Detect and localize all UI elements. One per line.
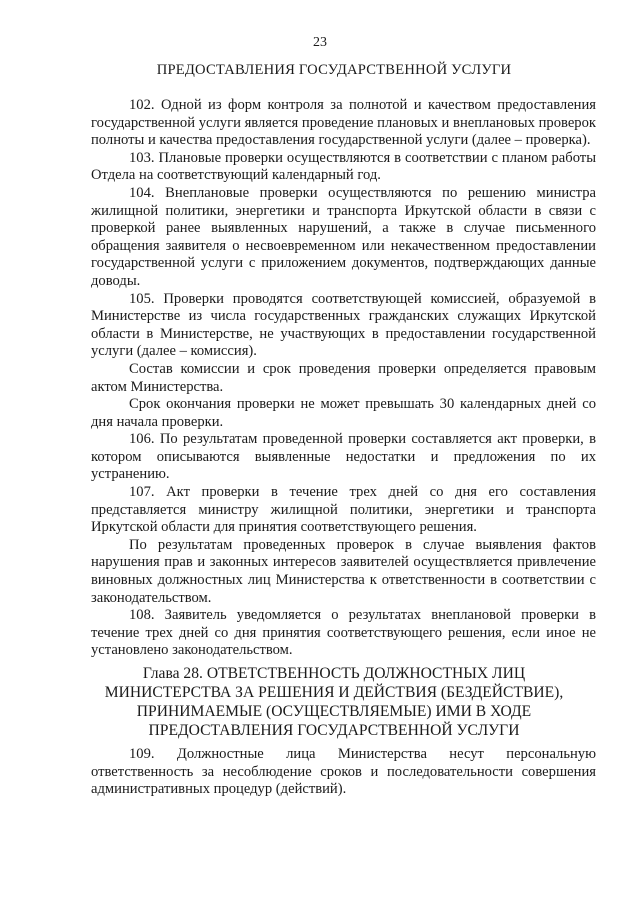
paragraph-103: 103. Плановые проверки осуществляются в соответствии с планом работы Отдела на соответствующий календарный год. [91, 149, 596, 184]
paragraph-inspection-results: По результатам проведенных проверок в случае выявления фактов нарушения прав и законных интересов заявителей осуществляется привлечение виновных должностных лиц Министерства к ответственности в соответствии с законодательством. [91, 536, 596, 606]
section-heading: ПРЕДОСТАВЛЕНИЯ ГОСУДАРСТВЕННОЙ УСЛУГИ [156, 62, 512, 78]
chapter-heading-line-2: МИНИСТЕРСТВА ЗА РЕШЕНИЯ И ДЕЙСТВИЯ (БЕЗДЕЙСТВИЕ), [104, 684, 564, 701]
paragraph-108: 108. Заявитель уведомляется о результатах внеплановой проверки в течение трех дней со дня принятия соответствующего решения, если иное не установлено законодательством. [91, 607, 596, 659]
chapter-heading-line-3: ПРИНИМАЕМЫЕ (ОСУЩЕСТВЛЯЕМЫЕ) ИМИ В ХОДЕ [136, 703, 532, 720]
paragraph-106: 106. По результатам проведенной проверки составляется акт проверки, в котором описываются выявленные недостатки и предложения по их устранению. [91, 431, 596, 483]
paragraph-109: 109. Должностные лица Министерства несут персональную ответственность за несоблюдение сроков и последовательности совершения административных процедур (действий). [91, 746, 596, 798]
paragraph-104: 104. Внеплановые проверки осуществляются по решению министра жилищной политики, энергетики и транспорта Иркутской области в связи с проверкой ранее выявленных нарушений, а также в случае письменного обращения заявителя о несвоевременном или некачественном предоставлении государственной услуги с приложением документов, подтверждающих данные доводы. [91, 184, 596, 289]
paragraph-107: 107. Акт проверки в течение трех дней со дня его составления представляется министру жилищной политики, энергетики и транспорта Иркутской области для принятия соответствующего решения. [91, 484, 596, 536]
page-number: 23 [313, 35, 327, 50]
paragraph-105: 105. Проверки проводятся соответствующей комиссией, образуемой в Министерстве из числа государственных гражданских служащих Иркутской области в Министерстве, не участвующих в предоставлении государственной услуги (далее – комиссия). [91, 290, 596, 360]
chapter-heading-line-4: ПРЕДОСТАВЛЕНИЯ ГОСУДАРСТВЕННОЙ УСЛУГИ [148, 722, 520, 739]
paragraph-commission-composition: Состав комиссии и срок проведения проверки определяется правовым актом Министерства. [91, 360, 596, 395]
chapter-heading [104, 664, 564, 740]
chapter-heading-line-1: Глава 28. ОТВЕТСТВЕННОСТЬ ДОЛЖНОСТНЫХ ЛИЦ [142, 665, 526, 682]
paragraph-inspection-deadline: Срок окончания проверки не может превышать 30 календарных дней со дня начала проверки. [91, 396, 596, 430]
paragraph-102: 102. Одной из форм контроля за полнотой и качеством предоставления государственной услуги является проведение плановых и внеплановых проверок полноты и качества предоставления государственной услуги (далее – проверка). [91, 97, 596, 149]
chapter-body [91, 746, 596, 799]
document-body [91, 97, 596, 660]
